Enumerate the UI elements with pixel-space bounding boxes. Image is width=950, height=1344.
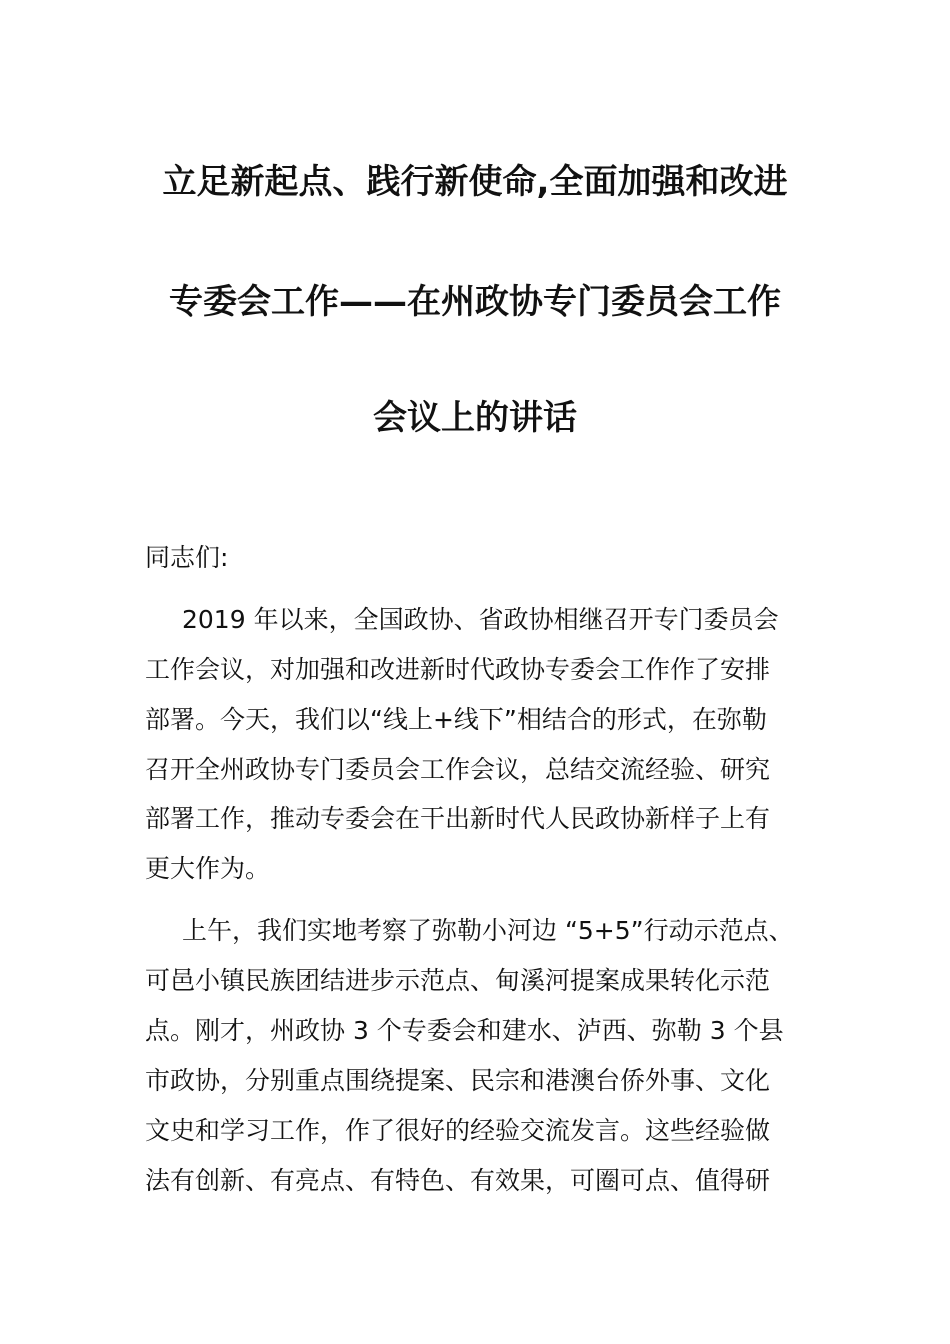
title-line-3: 会议上的讲话	[373, 398, 577, 438]
paragraph-2-line-3: 点。刚才，州政协 3 个专委会和建水、泸西、弥勒 3 个县	[145, 1016, 784, 1045]
title-line-2: 专委会工作——在州政协专门委员会工作	[169, 282, 781, 322]
paragraph-1-line-5: 部署工作，推动专委会在干出新时代人民政协新样子上有	[145, 804, 771, 833]
paragraph-1-line-3: 部署。今天，我们以“线上+线下”相结合的形式，在弥勒	[145, 705, 767, 734]
paragraph-1-line-1: 2019 年以来，全国政协、省政协相继召开专门委员会	[182, 605, 779, 634]
paragraph-2-line-2: 可邑小镇民族团结进步示范点、甸溪河提案成果转化示范	[145, 966, 771, 995]
paragraph-1-line-2: 工作会议，对加强和改进新时代政协专委会工作作了安排	[145, 655, 771, 684]
paragraph-2-line-4: 市政协，分别重点围绕提案、民宗和港澳台侨外事、文化	[145, 1066, 771, 1095]
paragraph-1-line-4: 召开全州政协专门委员会工作会议，总结交流经验、研究	[145, 755, 771, 784]
salutation: 同志们:	[145, 543, 229, 572]
paragraph-1-line-6: 更大作为。	[145, 854, 271, 883]
paragraph-2-line-5: 文史和学习工作，作了很好的经验交流发言。这些经验做	[145, 1116, 771, 1145]
paragraph-2-line-1: 上午，我们实地考察了弥勒小河边 “5+5”行动示范点、	[182, 916, 794, 945]
title-line-1: 立足新起点、践行新使命,全面加强和改进	[162, 162, 788, 202]
paragraph-2-line-6: 法有创新、有亮点、有特色、有效果，可圈可点、值得研	[145, 1166, 771, 1195]
